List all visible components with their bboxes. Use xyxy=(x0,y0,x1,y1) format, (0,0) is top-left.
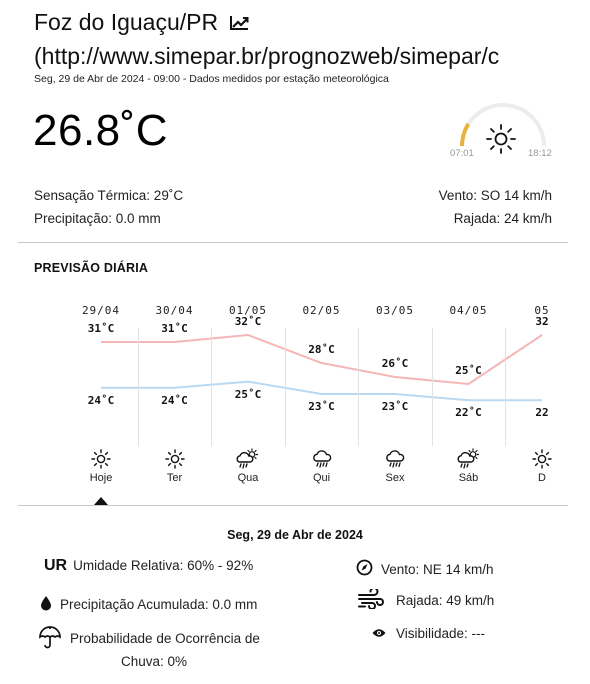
forecast-day-name[interactable]: D xyxy=(538,472,546,484)
forecast-date: 02/05 xyxy=(302,304,341,317)
forecast-day-name[interactable]: Sáb xyxy=(458,472,479,484)
precip-acc-row xyxy=(40,595,257,614)
min-temp-label: 23˚C xyxy=(308,400,335,413)
humidity-row xyxy=(44,557,253,575)
temperature-lines xyxy=(64,296,574,446)
ur-label: UR xyxy=(44,557,68,574)
min-temp-label: 24˚C xyxy=(87,393,115,407)
selected-day-pointer xyxy=(94,497,108,505)
daylight-progress-arc xyxy=(462,124,468,146)
min-temp-label: 25˚C xyxy=(234,387,262,401)
visibility-value: Visibilidade: --- xyxy=(396,626,486,641)
location-title: Foz do Iguaçu/PR xyxy=(34,9,219,35)
divider xyxy=(18,242,568,243)
min-temp-label: 22 xyxy=(535,406,549,420)
forecast-day-name[interactable]: Ter xyxy=(166,472,183,484)
forecast-date: 01/05 xyxy=(228,304,268,317)
current-temperature: 26.8˚C xyxy=(33,106,169,155)
min-temp-label: 24˚C xyxy=(161,393,188,407)
detail-wind-row xyxy=(356,559,494,579)
sun-icon xyxy=(531,448,553,475)
max-temp-label: 31˚C xyxy=(161,322,188,335)
sun-icon xyxy=(484,122,518,161)
day-separator xyxy=(505,328,506,446)
precip-acc-value: Precipitação Acumulada: 0.0 mm xyxy=(60,597,258,612)
measurement-subtitle: Seg, 29 de Abr de 2024 - 09:00 - Dados medidos por estação meteorológica xyxy=(34,73,389,85)
max-temp-label: 25˚C xyxy=(455,364,482,377)
forecast-date: 05 xyxy=(534,304,550,317)
max-temp-label: 26˚C xyxy=(381,357,409,370)
day-separator xyxy=(211,328,212,446)
max-temp-label: 32 xyxy=(535,315,549,328)
sunset-time: 18:12 xyxy=(528,148,552,159)
sun-icon xyxy=(164,448,186,475)
max-temp-label: 28˚C xyxy=(308,343,335,356)
forecast-day-name[interactable]: Sex xyxy=(385,472,405,484)
feels-like: Sensação Térmica: 29˚C xyxy=(34,188,184,203)
detail-date-title: Seg, 29 de Abr de 2024 xyxy=(227,528,363,542)
gust-current: Rajada: 24 km/h xyxy=(453,211,552,226)
min-temp-label: 23˚C xyxy=(381,400,409,413)
wind-gust-icon xyxy=(358,589,386,612)
day-separator xyxy=(285,328,286,446)
eye-icon xyxy=(372,626,386,641)
sun-icon xyxy=(90,448,112,475)
sun-cloud-rain-icon xyxy=(457,448,481,475)
detail-wind-value: Vento: NE 14 km/h xyxy=(381,561,494,577)
sun-gauge xyxy=(448,100,558,160)
max-temp-label: 32˚C xyxy=(234,315,262,328)
detail-gust-row xyxy=(358,589,494,612)
visibility-row xyxy=(372,626,485,641)
humidity-value: Umidade Relativa: 60% - 92% xyxy=(73,558,254,573)
forecast-date: 30/04 xyxy=(155,304,194,317)
forecast-day-name[interactable]: Qui xyxy=(312,472,331,484)
sunrise-time: 07:01 xyxy=(450,148,474,159)
rain-probability-line1: Probabilidade de Ocorrência de xyxy=(70,631,260,646)
day-separator xyxy=(432,328,433,446)
wind-current: Vento: SO 14 km/h xyxy=(438,188,552,203)
cloud-rain-icon xyxy=(311,448,333,475)
compass-icon xyxy=(356,559,373,579)
max-temp-label: 31˚C xyxy=(87,322,115,335)
day-separator xyxy=(358,328,359,446)
divider xyxy=(18,505,568,506)
detail-gust-value: Rajada: 49 km/h xyxy=(396,593,495,608)
forecast-date: 04/05 xyxy=(449,304,488,317)
page-title xyxy=(34,6,499,73)
min-temp-label: 22˚C xyxy=(455,406,482,420)
forecast-day-name[interactable]: Hoje xyxy=(89,472,113,484)
location-url[interactable]: (http://www.simepar.br/prognozweb/simepar/c xyxy=(34,43,500,70)
daily-forecast-chart[interactable] xyxy=(64,296,574,496)
cloud-rain-icon xyxy=(384,448,406,475)
day-separator xyxy=(138,328,139,446)
sun-cloud-rain-icon xyxy=(236,448,260,475)
chart-line-icon[interactable] xyxy=(229,7,249,40)
umbrella-icon xyxy=(38,626,62,655)
forecast-date: 29/04 xyxy=(81,304,121,317)
precipitation: Precipitação: 0.0 mm xyxy=(34,211,161,226)
rain-probability-line2: Chuva: 0% xyxy=(121,654,188,669)
forecast-date: 03/05 xyxy=(375,304,415,317)
forecast-day-name[interactable]: Qua xyxy=(237,472,259,484)
drop-icon xyxy=(40,595,52,614)
forecast-section-title: PREVISÃO DIÁRIA xyxy=(34,261,149,275)
